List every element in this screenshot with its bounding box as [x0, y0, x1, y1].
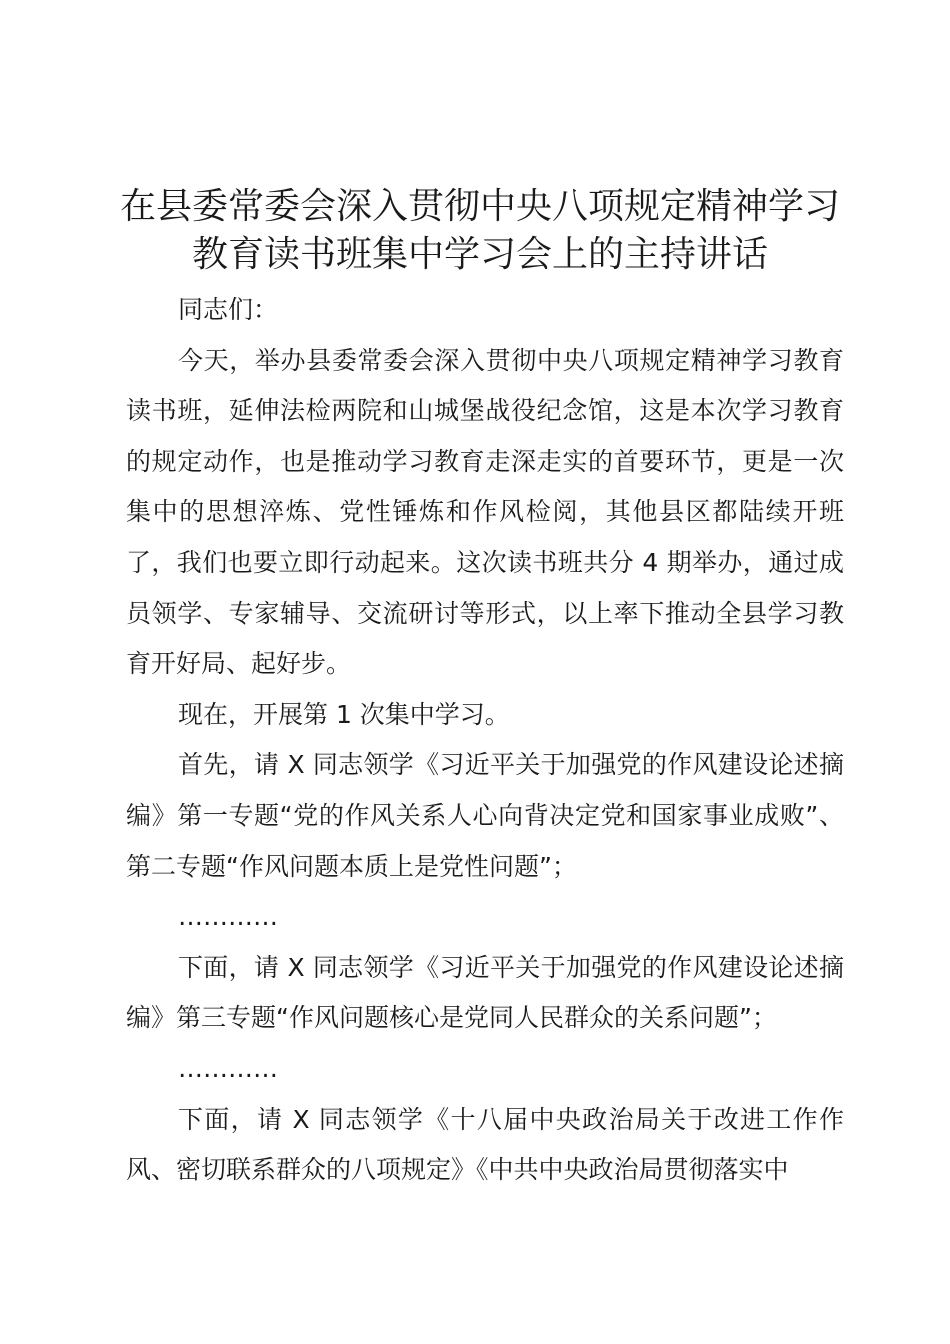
paragraph-start: 现在，开展第 1 次集中学习。 — [178, 699, 510, 729]
ellipsis-2: ………… — [178, 1053, 278, 1083]
document-title — [100, 183, 860, 279]
title-line-2: 教育读书班集中学习会上的主持讲话 — [191, 234, 768, 275]
paragraph-third: 下面，请 X 同志领学《十八届中央政治局关于改进工作作风、密切联系群众的八项规定》《中共中央政治局贯彻落实中 — [126, 1104, 844, 1185]
title-line-1: 在县委常委会深入贯彻中央八项规定精神学习 — [119, 186, 840, 227]
paragraph-intro: 今天，举办县委常委会深入贯彻中央八项规定精神学习教育读书班，延伸法检两院和山城堡战役纪念馆，这是本次学习教育的规定动作，也是推动学习教育走深走实的首要环节，更是一次集中的思想淬炼、党性锤炼和作风检阅，其他县区都陆续开班了，我们也要立即行动起来。这次读书班共分 4 期举办，通过成员领学、专家辅导、交流研讨等形式，以上率下推动全县学习教育开好局、起好步。 — [126, 345, 844, 679]
ellipsis-1: ………… — [178, 902, 278, 932]
paragraph-second: 下面，请 X 同志领学《习近平关于加强党的作风建设论述摘编》第三专题“作风问题核心是党同人民群众的关系问题”； — [126, 952, 844, 1033]
paragraph-first: 首先，请 X 同志领学《习近平关于加强党的作风建设论述摘编》第一专题“党的作风关系人心向背决定党和国家事业成败”、第二专题“作风问题本质上是党性问题”； — [126, 750, 844, 881]
salutation: 同志们： — [178, 295, 279, 324]
document-body — [126, 285, 844, 1196]
